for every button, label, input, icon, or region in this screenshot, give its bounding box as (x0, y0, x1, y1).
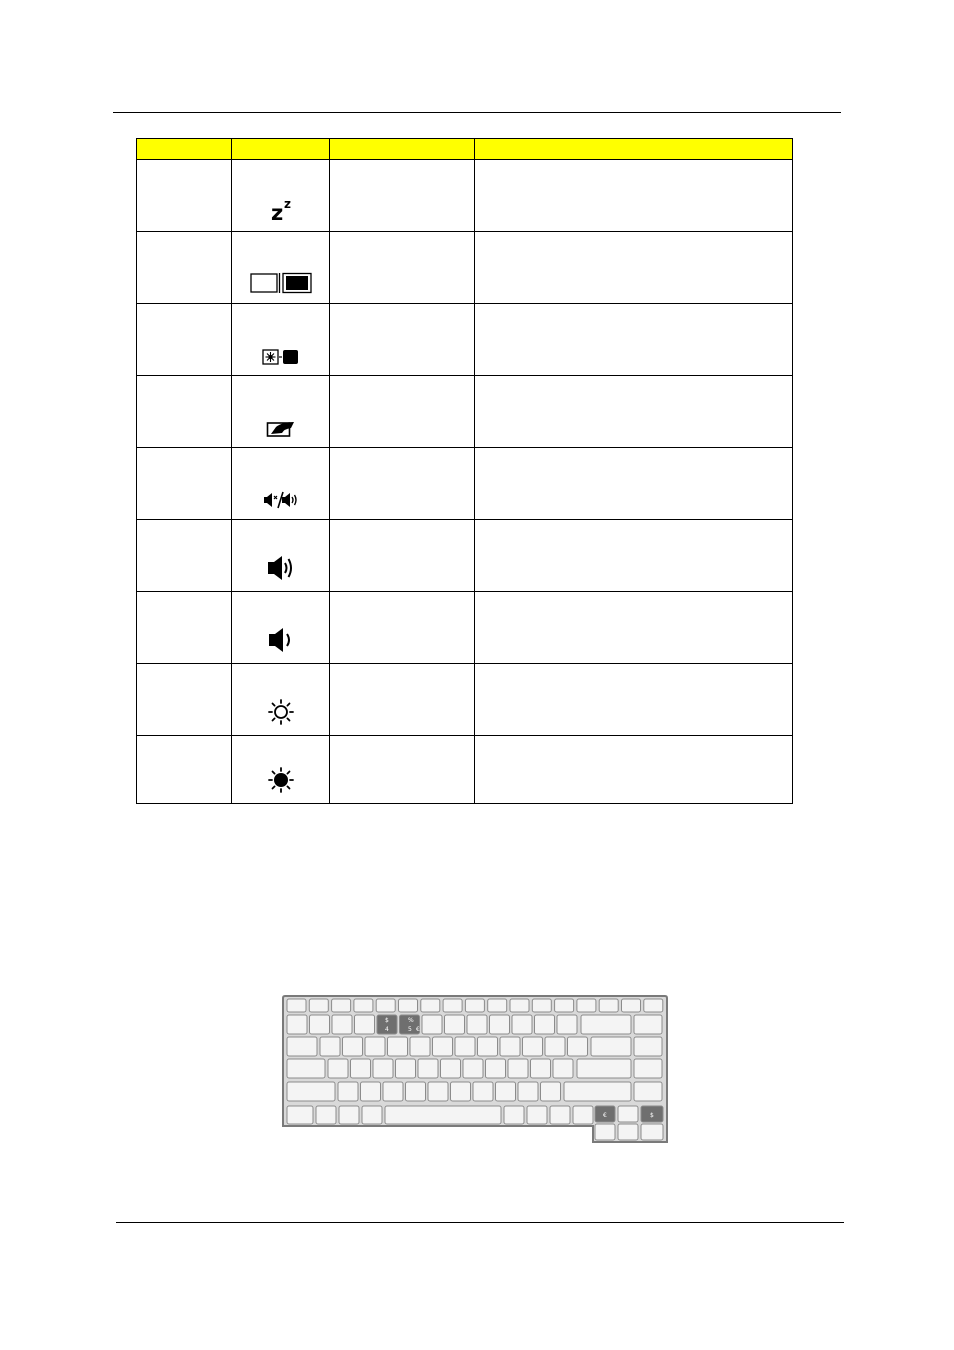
header-function (330, 139, 475, 160)
speaker-toggle-icon (263, 490, 299, 510)
sleep-icon (266, 196, 296, 222)
function-cell (330, 448, 475, 520)
description-cell (475, 376, 793, 448)
svg-text:%: % (408, 1017, 414, 1024)
hotkey-cell (137, 376, 232, 448)
hotkey-cell (137, 736, 232, 804)
keyboard-icon (281, 994, 669, 1151)
screen-blank-icon (262, 348, 300, 366)
svg-text:4: 4 (385, 1026, 389, 1033)
description-cell (475, 232, 793, 304)
touchpad-toggle-icon (266, 420, 296, 438)
svg-text:$: $ (650, 1112, 654, 1119)
table-row (137, 232, 793, 304)
description-cell (475, 304, 793, 376)
header-hotkey (137, 139, 232, 160)
svg-text:z: z (283, 197, 291, 211)
brightness-up-icon (266, 698, 296, 726)
table-row (137, 160, 793, 232)
hotkey-cell (137, 592, 232, 664)
table-row (137, 448, 793, 520)
header-description (475, 139, 793, 160)
hotkey-cell (137, 160, 232, 232)
hotkey-cell (137, 304, 232, 376)
svg-text:5: 5 (408, 1026, 412, 1033)
hotkey-cell (137, 664, 232, 736)
description-cell (475, 736, 793, 804)
svg-text:€: € (603, 1112, 607, 1119)
description-cell (475, 664, 793, 736)
description-cell (475, 160, 793, 232)
header-icon (232, 139, 330, 160)
function-cell (330, 232, 475, 304)
volume-up-icon (266, 554, 296, 582)
hotkey-cell (137, 448, 232, 520)
table-header-row (137, 139, 793, 160)
function-cell (330, 160, 475, 232)
table-row (137, 376, 793, 448)
table-row (137, 520, 793, 592)
table-row (137, 592, 793, 664)
hotkey-cell (137, 520, 232, 592)
hotkey-table (136, 138, 793, 804)
description-cell (475, 520, 793, 592)
svg-text:€: € (416, 1026, 420, 1033)
table-row (137, 736, 793, 804)
svg-text:$: $ (385, 1017, 389, 1024)
table-row (137, 664, 793, 736)
display-toggle-icon (250, 272, 312, 294)
function-cell (330, 592, 475, 664)
description-cell (475, 592, 793, 664)
description-cell (475, 448, 793, 520)
header-rule (113, 112, 841, 113)
footer-rule (116, 1222, 844, 1223)
brightness-down-icon (266, 766, 296, 794)
svg-text:z: z (270, 201, 283, 222)
volume-down-icon (267, 626, 295, 654)
table-row (137, 304, 793, 376)
function-cell (330, 736, 475, 804)
function-cell (330, 304, 475, 376)
function-cell (330, 664, 475, 736)
function-cell (330, 376, 475, 448)
function-cell (330, 520, 475, 592)
hotkey-cell (137, 232, 232, 304)
